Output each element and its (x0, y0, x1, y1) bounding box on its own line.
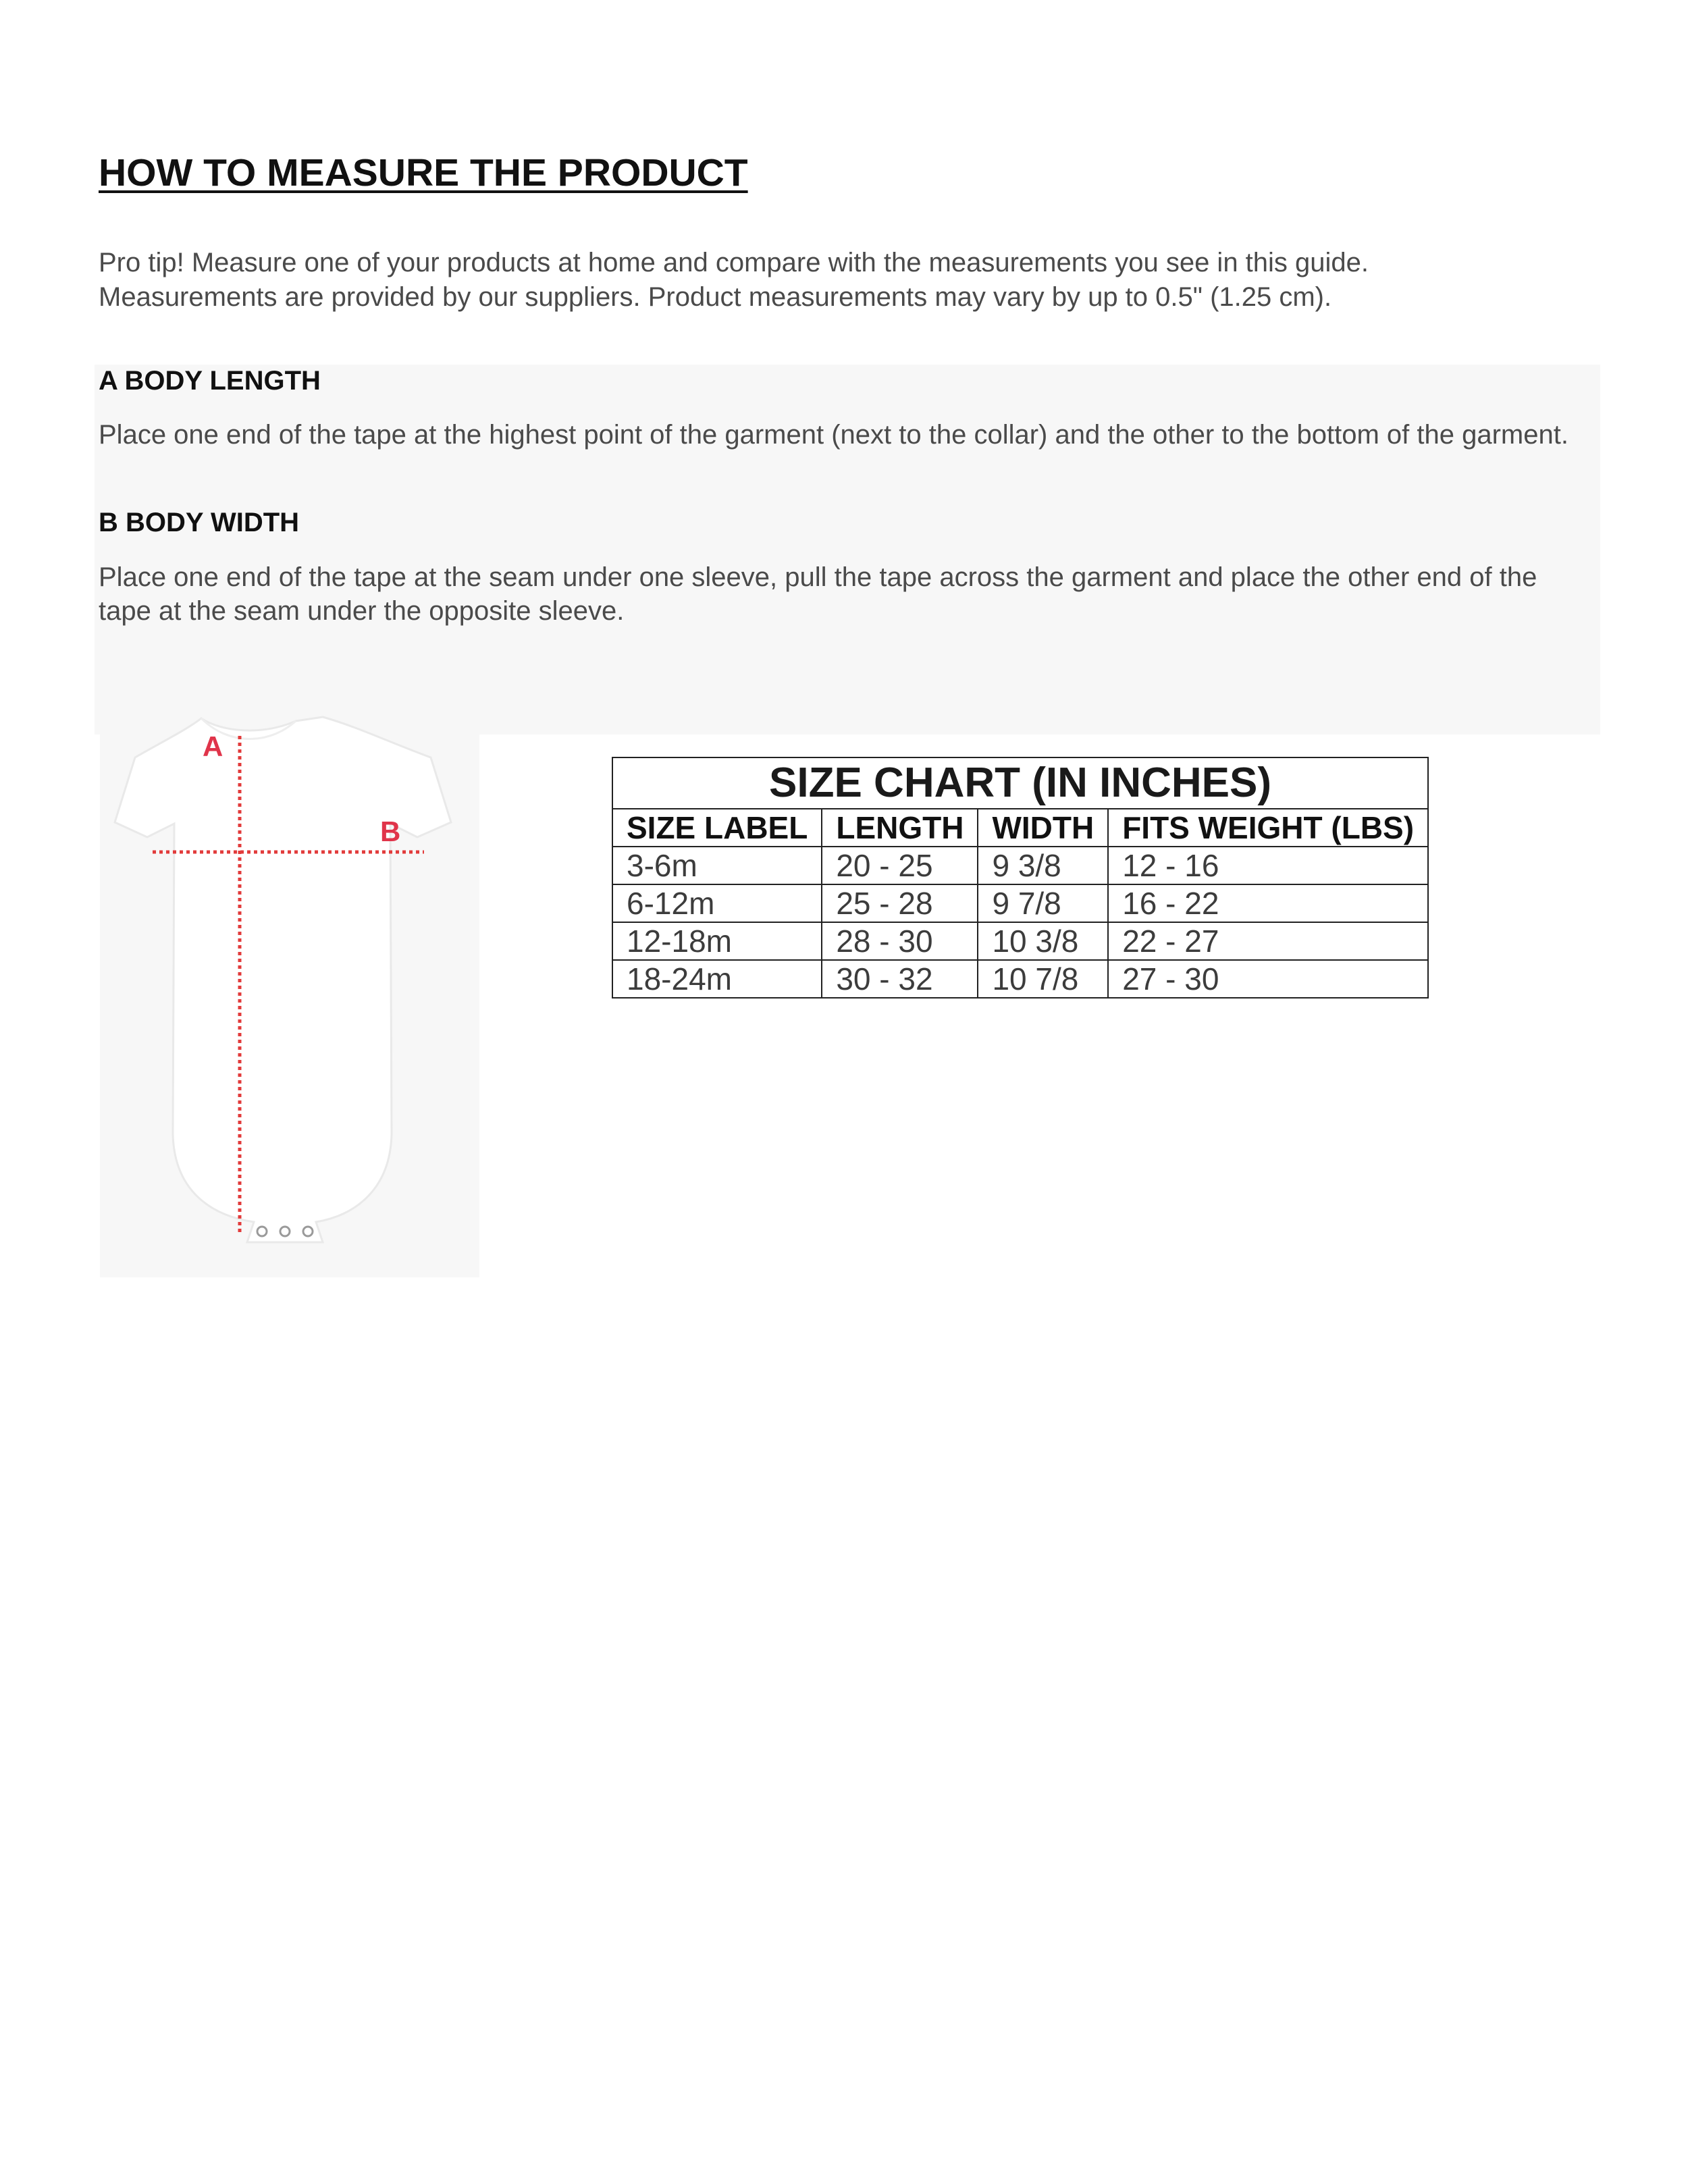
garment-measurement-figure (100, 702, 479, 1277)
label-a: A (203, 730, 223, 762)
baby-bodysuit-illustration (100, 702, 479, 1277)
table-row (612, 884, 1428, 922)
body-width-heading: B BODY WIDTH (99, 508, 300, 537)
cell-length: 28 - 30 (822, 922, 978, 960)
intro-text (99, 246, 1618, 315)
header-fits-weight: FITS WEIGHT (LBS) (1108, 809, 1428, 847)
size-chart-table (612, 757, 1429, 998)
cell-fits-weight: 27 - 30 (1108, 960, 1428, 998)
intro-line-1: Pro tip! Measure one of your products at home and compare with the measurements you see in this guide. (99, 248, 1369, 277)
table-row (612, 922, 1428, 960)
header-width: WIDTH (978, 809, 1108, 847)
cell-size-label: 12-18m (612, 922, 822, 960)
cell-size-label: 3-6m (612, 847, 822, 884)
cell-fits-weight: 22 - 27 (1108, 922, 1428, 960)
body-length-heading: A BODY LENGTH (99, 366, 321, 396)
intro-line-2: Measurements are provided by our suppliers. Product measurements may vary by up to 0.5" (1.25 cm). (99, 282, 1332, 312)
cell-fits-weight: 12 - 16 (1108, 847, 1428, 884)
size-chart-title: SIZE CHART (IN INCHES) (612, 757, 1428, 809)
table-row (612, 847, 1428, 884)
cell-length: 20 - 25 (822, 847, 978, 884)
cell-size-label: 6-12m (612, 884, 822, 922)
cell-width: 9 7/8 (978, 884, 1108, 922)
bodysuit-outline (115, 717, 451, 1242)
page-title: HOW TO MEASURE THE PRODUCT (99, 151, 748, 194)
cell-width: 10 7/8 (978, 960, 1108, 998)
cell-width: 10 3/8 (978, 922, 1108, 960)
cell-size-label: 18-24m (612, 960, 822, 998)
table-row (612, 960, 1428, 998)
body-length-text: Place one end of the tape at the highest point of the garment (next to the collar) and the other to the bottom of the garment. (99, 420, 1568, 450)
header-length: LENGTH (822, 809, 978, 847)
cell-width: 9 3/8 (978, 847, 1108, 884)
header-size-label: SIZE LABEL (612, 809, 822, 847)
label-b: B (380, 816, 401, 847)
cell-length: 25 - 28 (822, 884, 978, 922)
body-width-text: Place one end of the tape at the seam under one sleeve, pull the tape across the garment and place the other end of the tape at the seam under the opposite sleeve. (99, 562, 1537, 626)
size-chart-title-row (612, 757, 1428, 809)
cell-length: 30 - 32 (822, 960, 978, 998)
size-chart-header-row (612, 809, 1428, 847)
cell-fits-weight: 16 - 22 (1108, 884, 1428, 922)
